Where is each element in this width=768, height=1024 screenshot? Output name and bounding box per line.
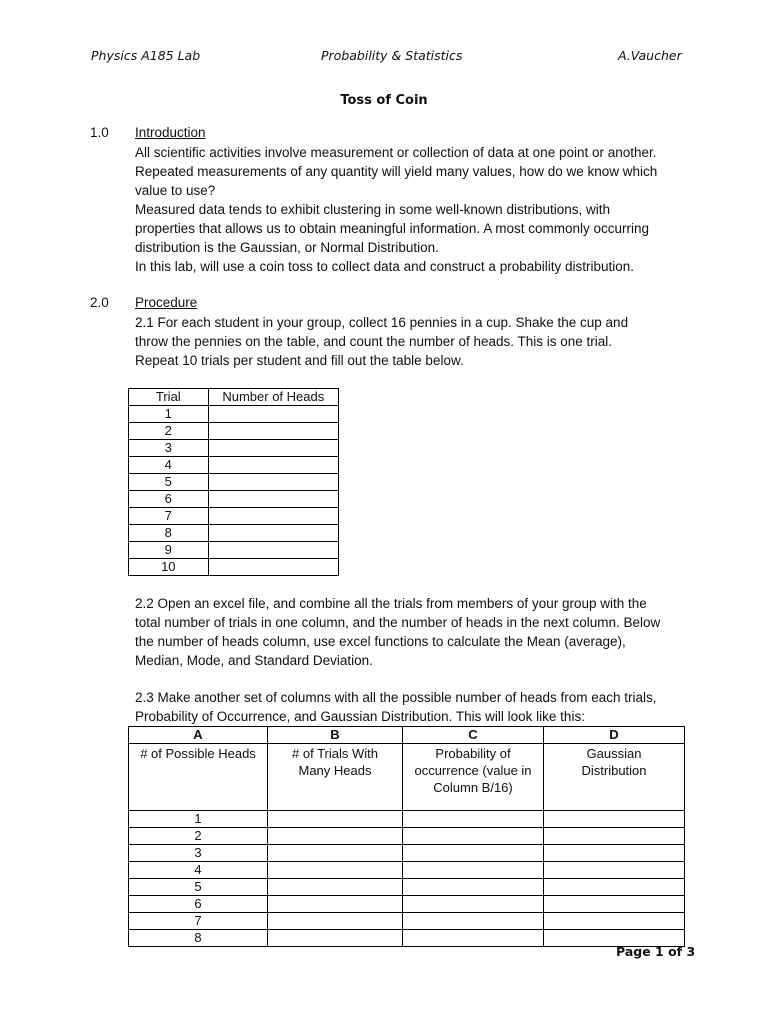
text-line: Repeated measurements of any quantity will yield many values, how do we know which — [135, 164, 658, 179]
trial-number-cell: 1 — [129, 406, 209, 423]
header-line: # of Trials With — [292, 746, 378, 761]
table-row — [129, 845, 685, 862]
probability-table — [128, 726, 685, 947]
text-line: Median, Mode, and Standard Deviation. — [135, 653, 373, 668]
text-line: the number of heads column, use excel functions to calculate the Mean (average), — [135, 634, 626, 649]
text-line: Probability of Occurrence, and Gaussian Distribution. This will look like this: — [135, 709, 585, 724]
table-row — [129, 406, 339, 423]
entry-cell[interactable] — [544, 862, 685, 879]
table-header-cell: Trial — [129, 389, 209, 406]
header-author: A.Vaucher — [618, 48, 682, 63]
header-line: Column B/16) — [433, 780, 513, 795]
text-line: value to use? — [135, 183, 216, 198]
table-header-row — [129, 744, 685, 811]
entry-cell[interactable] — [268, 913, 403, 930]
heads-entry-cell[interactable] — [208, 491, 338, 508]
column-letter: B — [268, 727, 403, 744]
heads-entry-cell[interactable] — [208, 406, 338, 423]
possible-heads-cell: 2 — [129, 828, 268, 845]
entry-cell[interactable] — [544, 845, 685, 862]
entry-cell[interactable] — [268, 862, 403, 879]
possible-heads-cell: 1 — [129, 811, 268, 828]
text-line: properties that allows us to obtain meaningful information. A most commonly occurring — [135, 221, 650, 236]
possible-heads-cell: 8 — [129, 930, 268, 947]
entry-cell[interactable] — [544, 811, 685, 828]
entry-cell[interactable] — [403, 896, 544, 913]
trial-number-cell: 3 — [129, 440, 209, 457]
text-line: 2.2 Open an excel file, and combine all the trials from members of your group with the — [135, 596, 647, 611]
step-2-2-paragraph — [135, 594, 660, 670]
table-row — [129, 508, 339, 525]
column-letter-row — [129, 727, 685, 744]
trial-number-cell: 4 — [129, 457, 209, 474]
text-line: Measured data tends to exhibit clustering in some well-known distributions, with — [135, 202, 610, 217]
header-line: Many Heads — [298, 763, 372, 778]
table-row — [129, 913, 685, 930]
header-line: occurrence (value in — [414, 763, 532, 778]
section-heading-procedure: Procedure — [135, 295, 198, 310]
column-letter: D — [544, 727, 685, 744]
text-line: 2.1 For each student in your group, collect 16 pennies in a cup. Shake the cup and — [135, 315, 629, 330]
possible-heads-cell: 5 — [129, 879, 268, 896]
section-heading-intro: Introduction — [135, 125, 206, 140]
column-letter: C — [403, 727, 544, 744]
table-row — [129, 474, 339, 491]
trial-number-cell: 5 — [129, 474, 209, 491]
entry-cell[interactable] — [544, 879, 685, 896]
section-number-intro: 1.0 — [90, 125, 109, 140]
header-trials-with-heads — [268, 744, 403, 811]
entry-cell[interactable] — [268, 879, 403, 896]
header-line: Probability of — [435, 746, 511, 761]
trial-number-cell: 6 — [129, 491, 209, 508]
header-course: Physics A185 Lab — [91, 48, 201, 63]
procedure-paragraph — [135, 313, 628, 370]
text-line: In this lab, will use a coin toss to collect data and construct a probability distribution. — [135, 259, 635, 274]
text-line: 2.3 Make another set of columns with all the possible number of heads from each trials, — [135, 690, 657, 705]
table-row — [129, 811, 685, 828]
entry-cell[interactable] — [403, 828, 544, 845]
table-row — [129, 862, 685, 879]
trial-table — [128, 388, 339, 576]
page-title: Toss of Coin — [340, 93, 428, 108]
trial-number-cell: 10 — [129, 559, 209, 576]
table-row — [129, 423, 339, 440]
possible-heads-cell: 3 — [129, 845, 268, 862]
entry-cell[interactable] — [544, 896, 685, 913]
entry-cell[interactable] — [403, 930, 544, 947]
table-row — [129, 542, 339, 559]
possible-heads-cell: 6 — [129, 896, 268, 913]
header-possible-heads — [129, 744, 268, 811]
entry-cell[interactable] — [268, 811, 403, 828]
entry-cell[interactable] — [268, 930, 403, 947]
trial-number-cell: 7 — [129, 508, 209, 525]
entry-cell[interactable] — [403, 862, 544, 879]
heads-entry-cell[interactable] — [208, 474, 338, 491]
possible-heads-cell: 7 — [129, 913, 268, 930]
step-2-3-paragraph — [135, 688, 657, 726]
table-row — [129, 457, 339, 474]
entry-cell[interactable] — [268, 828, 403, 845]
trial-number-cell: 8 — [129, 525, 209, 542]
text-line: total number of trials in one column, and the number of heads in the next column. Below — [135, 615, 661, 630]
possible-heads-cell: 4 — [129, 862, 268, 879]
table-row — [129, 879, 685, 896]
heads-entry-cell[interactable] — [208, 559, 338, 576]
table-row — [129, 930, 685, 947]
heads-entry-cell[interactable] — [208, 457, 338, 474]
text-line: throw the pennies on the table, and count the number of heads. This is one trial. — [135, 334, 613, 349]
text-line: Repeat 10 trials per student and fill out the table below. — [135, 353, 464, 368]
header-line: Distribution — [581, 763, 647, 778]
table-header-row — [129, 389, 339, 406]
heads-entry-cell[interactable] — [208, 508, 338, 525]
text-line: All scientific activities involve measurement or collection of data at one point or another. — [135, 145, 657, 160]
entry-cell[interactable] — [268, 896, 403, 913]
header-probability — [403, 744, 544, 811]
table-header-cell: Number of Heads — [208, 389, 338, 406]
entry-cell[interactable] — [403, 913, 544, 930]
table-row — [129, 828, 685, 845]
page-number: Page 1 of 3 — [616, 944, 696, 959]
header-line: Gaussian — [586, 746, 642, 761]
entry-cell[interactable] — [403, 845, 544, 862]
entry-cell[interactable] — [403, 879, 544, 896]
heads-entry-cell[interactable] — [208, 423, 338, 440]
text-line: distribution is the Gaussian, or Normal Distribution. — [135, 240, 439, 255]
heads-entry-cell[interactable] — [208, 525, 338, 542]
header-line: # of Possible Heads — [140, 746, 256, 761]
entry-cell[interactable] — [544, 828, 685, 845]
header-topic: Probability & Statistics — [321, 48, 463, 63]
header-gaussian — [544, 744, 685, 811]
table-row — [129, 896, 685, 913]
entry-cell[interactable] — [268, 845, 403, 862]
table-row — [129, 440, 339, 457]
trial-number-cell: 2 — [129, 423, 209, 440]
table-row — [129, 491, 339, 508]
intro-paragraph — [135, 143, 657, 276]
table-row — [129, 559, 339, 576]
section-number-procedure: 2.0 — [90, 295, 109, 310]
heads-entry-cell[interactable] — [208, 440, 338, 457]
table-row — [129, 525, 339, 542]
heads-entry-cell[interactable] — [208, 542, 338, 559]
entry-cell[interactable] — [403, 811, 544, 828]
trial-number-cell: 9 — [129, 542, 209, 559]
entry-cell[interactable] — [544, 913, 685, 930]
column-letter: A — [129, 727, 268, 744]
